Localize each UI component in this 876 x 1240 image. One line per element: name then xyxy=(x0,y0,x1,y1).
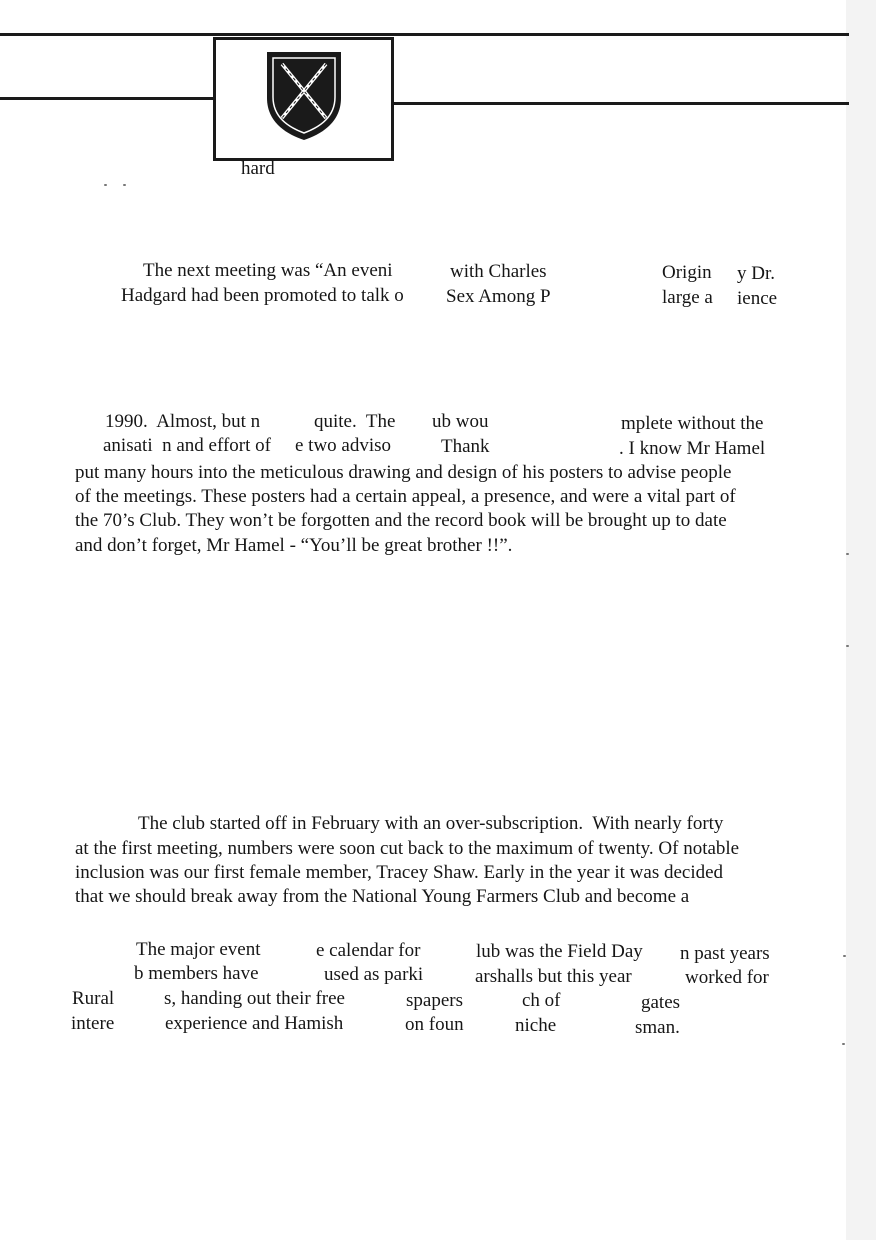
fieldday-line4-part2: experience and Hamish xyxy=(165,1013,344,1034)
speck xyxy=(843,955,846,957)
speck xyxy=(123,184,126,186)
meeting-line1-part4: y Dr. xyxy=(737,263,775,284)
club-line: at the first meeting, numbers were soon cut back to the maximum of twenty. Of notable xyxy=(75,838,740,859)
crest-box xyxy=(213,37,394,161)
club-paragraph-body xyxy=(75,837,783,910)
fieldday-line1-part3: lub was the Field Day xyxy=(476,941,643,962)
meeting-line1-part3: Origin xyxy=(662,262,712,283)
fieldday-line2-part4: worked for xyxy=(685,967,769,988)
fieldday-line2-part3: arshalls but this year xyxy=(475,966,632,987)
thanks-line: and don’t forget, Mr Hamel - “You’ll be great brother !!”. xyxy=(75,534,513,556)
header-right-rule xyxy=(391,102,849,105)
meeting-line1-part1: The next meeting was “An eveni xyxy=(143,260,393,281)
meeting-line2-part2: Sex Among P xyxy=(446,286,551,307)
meeting-line2-part4: ience xyxy=(737,288,778,309)
speck xyxy=(846,645,849,647)
thanks-line2-part1: anisati n and effort of xyxy=(103,435,271,456)
meeting-line1-part2: with Charles xyxy=(450,261,547,282)
fieldday-line2-part2: used as parki xyxy=(324,964,424,985)
meeting-line2-part1: Hadgard had been promoted to talk o xyxy=(121,285,404,306)
thanks-line: of the meetings. These posters had a certain appeal, a presence, and were a vital part of xyxy=(75,486,736,508)
fieldday-line1-part4: n past years xyxy=(680,943,770,964)
speck xyxy=(842,1043,845,1045)
thanks-line1-part3: ub wou xyxy=(432,411,489,432)
thanks-line: put many hours into the meticulous drawing and design of his posters to advise people xyxy=(75,462,732,483)
school-crest-icon xyxy=(264,48,344,142)
thanks-line2-part3: Thank xyxy=(441,436,490,457)
speck xyxy=(846,553,849,555)
thanks-line2-part2: e two adviso xyxy=(295,435,392,456)
club-line: inclusion was our first female member, Tracey Shaw. Early in the year it was decided xyxy=(75,862,724,884)
fieldday-line3-part1: Rural xyxy=(72,988,115,1009)
fieldday-line4-part5: sman. xyxy=(635,1017,680,1038)
club-line: that we should break away from the National Young Farmers Club and become a xyxy=(75,886,690,908)
thanks-line: the 70’s Club. They won’t be forgotten and the record book will be brought up to date xyxy=(75,510,727,532)
header-top-rule xyxy=(0,33,849,36)
fieldday-line4-part1: intere xyxy=(71,1013,115,1034)
club-first-line: The club started off in February with an over-subscription. With nearly forty xyxy=(138,813,724,834)
thanks-line2-part4: . I know Mr Hamel xyxy=(619,438,766,459)
fieldday-line1-part2: e calendar for xyxy=(316,940,421,961)
thanks-line1-part4: mplete without the xyxy=(621,413,764,434)
fieldday-line3-part2: s, handing out their free xyxy=(164,988,345,1009)
header-word: hard xyxy=(241,158,275,179)
fieldday-line1-part1: The major event xyxy=(136,939,261,960)
fieldday-line3-part3: spapers xyxy=(406,990,463,1011)
fieldday-line3-part4: ch of xyxy=(522,990,561,1011)
fieldday-line4-part4: niche xyxy=(515,1015,557,1036)
thanks-paragraph-body xyxy=(75,461,783,558)
page-edge-shadow xyxy=(846,0,876,1240)
header-left-rule xyxy=(0,97,213,100)
fieldday-line4-part3: on foun xyxy=(405,1014,464,1035)
fieldday-line3-part5: gates xyxy=(641,992,681,1013)
thanks-line1-part2: quite. The xyxy=(314,411,396,432)
fieldday-line2-part1: b members have xyxy=(134,963,259,984)
meeting-line2-part3: large a xyxy=(662,287,713,308)
thanks-line1-part1: 1990. Almost, but n xyxy=(105,411,261,432)
speck xyxy=(104,184,107,186)
